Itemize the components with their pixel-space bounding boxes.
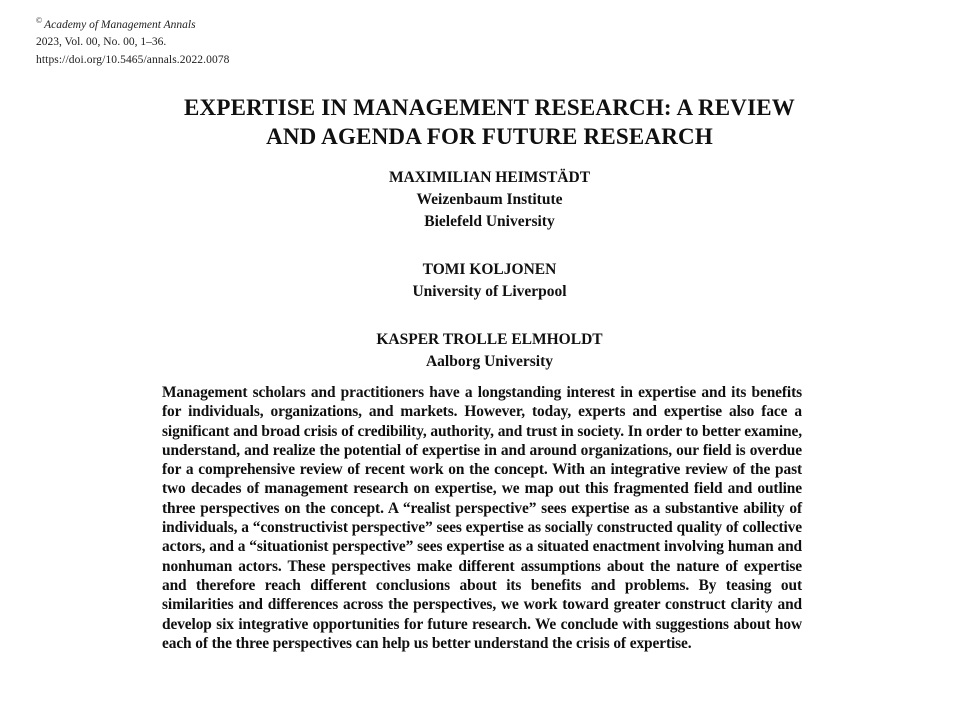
authors-section: [0, 167, 979, 373]
journal-name: Academy of Management Annals: [44, 18, 196, 31]
title-line-1: EXPERTISE IN MANAGEMENT RESEARCH: A REVIEW: [183, 95, 795, 120]
author-affiliation: Bielefeld University: [424, 213, 555, 230]
author-block-1: [0, 167, 979, 233]
volume-issue-line: 2023, Vol. 00, No. 00, 1–36.: [36, 36, 167, 49]
author-name: MAXIMILIAN HEIMSTÄDT: [388, 169, 591, 186]
author-block-3: [0, 329, 979, 373]
author-name: KASPER TROLLE ELMHOLDT: [376, 331, 603, 348]
abstract-text: Management scholars and practitioners have a longstanding interest in expertise and its benefits for individuals, organizations, and markets. However, today, experts and expertise also face a significant and broad crisis of credibility, authority, and trust in society. In order to better examine, understand, and realize the potential of expertise in and around organizations, our field is overdue for a comprehensive review of recent work on the concept. With an integrative review of the past two decades of management research on expertise, we map out this fragmented field and outline three perspectives on the concept. A “realist perspective” sees expertise as a substantive ability of individuals, a “constructivist perspective” sees expertise as socially constructed quality of collective actors, and a “situationist perspective” sees expertise as a situated enactment involving human and nonhuman actors. These perspectives make different assumptions about the nature of expertise and therefore reach different conclusions about its benefits and problems. By teasing out similarities and differences across the perspectives, we work toward greater construct clarity and develop six integrative opportunities for future research. We conclude with suggestions about how each of the three perspectives can help us better understand the crisis of expertise.: [162, 384, 802, 652]
paper-title: [0, 93, 979, 151]
journal-header: [36, 12, 230, 69]
author-affiliation: University of Liverpool: [412, 283, 567, 300]
doi-link[interactable]: https://doi.org/10.5465/annals.2022.0078: [36, 53, 230, 66]
copyright-symbol: ©: [36, 16, 43, 25]
author-affiliation: Aalborg University: [425, 353, 553, 370]
author-affiliation: Weizenbaum Institute: [416, 191, 563, 208]
journal-name-line: [36, 12, 230, 34]
author-block-2: [0, 259, 979, 303]
title-line-2: AND AGENDA FOR FUTURE RESEARCH: [266, 124, 713, 149]
author-name: TOMI KOLJONEN: [422, 261, 557, 278]
